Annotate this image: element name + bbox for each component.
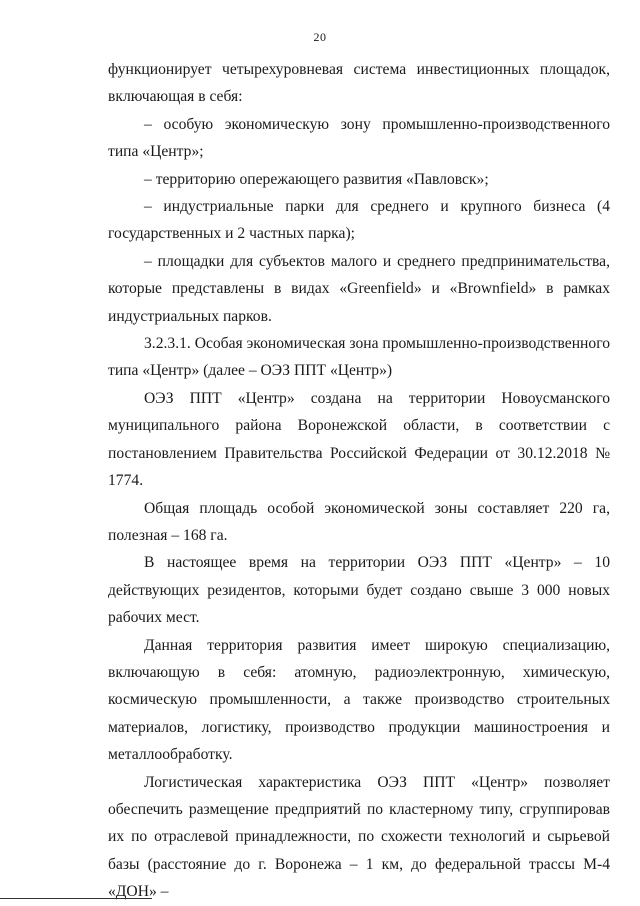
paragraph-residents: В настоящее время на территории ОЭЗ ППТ «Центр» – 10 действующих резидентов, которыми будет создано свыше 3 000 новых рабочих мест. [108, 554, 610, 627]
list-item-sez: – особую экономическую зону промышленно-производственного типа «Центр»; [108, 115, 610, 161]
footnote-separator [0, 898, 152, 899]
document-body [108, 56, 610, 906]
list-item-industrial-parks: – индустриальные парки для среднего и крупного бизнеса (4 государственных и 2 частных парка); [108, 198, 610, 243]
page-number: 20 [313, 30, 327, 44]
paragraph-creation: ОЭЗ ППТ «Центр» создана на территории Новоусманского муниципального района Воронежской области, в соответствии с постановлением Правительства Российской Федерации от 30.12.2018 № 1774. [108, 389, 610, 490]
paragraph-area: Общая площадь особой экономической зоны составляет 220 га, полезная – 168 га. [108, 499, 610, 544]
list-item-sme-sites: – площадки для субъектов малого и среднего предпринимательства, которые представлены в видах «Greenfield» и «Brownfield» в рамках индустриальных парков. [108, 252, 610, 325]
section-heading: 3.2.3.1. Особая экономическая зона промышленно-производственного типа «Центр» (далее – ОЭЗ ППТ «Центр») [108, 335, 610, 380]
list-item-tor: – территорию опережающего развития «Павловск»; [144, 170, 489, 188]
paragraph-intro: функционирует четырехуровневая система инвестиционных площадок, включающая в себя: [108, 61, 610, 106]
paragraph-specialization: Данная территория развития имеет широкую специализацию, включающую в себя: атомную, радиоэлектронную, химическую, космическую промышленности, а также производство строительных материалов, логистику, производство продукции машиностроения и металлообработку. [108, 636, 610, 764]
paragraph-logistics: Логистическая характеристика ОЭЗ ППТ «Центр» позволяет обеспечить размещение предприятий по кластерному типу, сгруппировав их по отраслевой принадлежности, по схожести технологий и сырьевой базы (расстояние до г. Воронежа – 1 км, до федеральной трассы М-4 «ДОН» – [108, 773, 610, 901]
